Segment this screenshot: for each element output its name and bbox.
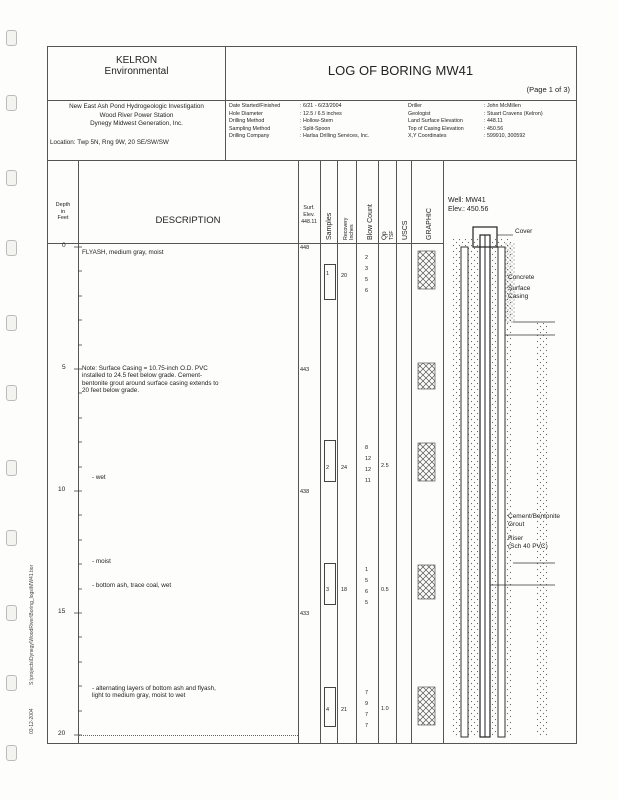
blow-count: 6 [365, 589, 369, 595]
label-drilling-method: Drilling Method [229, 118, 265, 124]
well-elev: Elev.: 450.56 [448, 205, 489, 213]
value-drilling-company: : Harlsa Drilling Services, Inc. [300, 133, 370, 139]
depth-header-line: in [60, 208, 66, 215]
sample-recovery: 21 [341, 707, 348, 713]
description-col-border [298, 160, 299, 743]
elev-header-line: Surf. [303, 205, 315, 211]
label-land-elev: Land Surface Elevation [408, 118, 463, 124]
sample-recovery: 24 [341, 465, 348, 471]
desc-note [82, 365, 219, 394]
drilling-labels [229, 103, 297, 141]
blow-count: 5 [365, 578, 369, 584]
log-title: LOG OF BORING MW41 [327, 63, 474, 78]
column-header-divider [48, 243, 443, 244]
elev-col-border [320, 160, 321, 743]
blow-count: 5 [365, 600, 369, 606]
sample-box [324, 440, 336, 482]
depth-tick-label: 10 [58, 486, 66, 493]
concrete-pad [535, 323, 547, 737]
surface-casing [461, 247, 468, 737]
rotated-column-headers [320, 160, 443, 243]
value-date: : 6/21 - 6/23/2004 [300, 103, 342, 109]
surface-casing [498, 247, 505, 737]
binder-hole [6, 315, 17, 331]
depth-tick-label: 15 [58, 608, 66, 615]
alternating-line: - alternating layers of bottom ash and flyash, [92, 685, 216, 692]
depth-tick-label: 20 [58, 730, 66, 737]
desc-moist: - moist [92, 558, 111, 565]
depth-tick-label: 0 [62, 242, 66, 249]
desc-flyash: FLYASH, medium gray, moist [82, 249, 164, 256]
company-name: KELRON [115, 55, 158, 66]
desc-bottom-ash: - bottom ash, trace coal, wet [92, 582, 172, 589]
note-line: installed to 24.5 feet below grade. Cement- [82, 372, 203, 380]
label-date: Date Started/Finished [229, 103, 281, 109]
header-divider [48, 100, 576, 101]
blow-count: 1 [365, 567, 369, 573]
label-casing-elev: Top of Casing Elevation [408, 125, 464, 132]
sample-number: 3 [326, 587, 330, 593]
value-sampling-method: : Split-Spoon [300, 125, 331, 132]
value-hole-diameter: : 12.5 / 6.5 inches [300, 110, 342, 117]
page-indicator: (Page 1 of 3) [526, 85, 570, 94]
riser-line: Riser [508, 535, 524, 542]
blow-count: 8 [365, 445, 369, 451]
drilling-values [300, 103, 400, 141]
sample-box [324, 563, 336, 605]
value-land-elev: : 448.11 [484, 118, 503, 124]
depth-scale-ticks [74, 243, 82, 739]
qp-header-line1: Qp [381, 231, 388, 240]
binder-hole [6, 95, 17, 111]
grout-line: Grout [508, 521, 525, 528]
graphic-header: GRAPHIC [426, 208, 433, 240]
label-driller: Driller [408, 103, 422, 109]
blow-counts [365, 688, 368, 732]
alternating-line: light to medium gray, moist to wet [92, 692, 186, 700]
flyash-hatch-block [418, 687, 435, 725]
blow-counts [365, 443, 371, 487]
flyash-hatch-block [418, 565, 435, 599]
sample-number: 1 [326, 271, 330, 277]
value-geologist: : Stuart Cravens (Kelron) [484, 110, 543, 117]
project-name: New East Ash Pond Hydrogeologic Investigation [69, 103, 204, 110]
flyash-hatch-block [418, 443, 435, 481]
samples-col-border [337, 160, 338, 743]
label-hole-diameter: Hole Diameter [229, 110, 263, 117]
surface-casing-line: Surface [508, 285, 531, 292]
sample-recovery: 18 [341, 587, 348, 593]
binder-hole [6, 240, 17, 256]
note-line: 20 feet below grade. [82, 386, 140, 394]
grout-line: Cement/Bentonite [508, 513, 561, 520]
boring-log-sheet [47, 46, 577, 744]
personnel-values [484, 103, 574, 141]
company-block [48, 55, 225, 77]
elev-tick-label: 448 [300, 245, 310, 251]
label-drilling-company: Drilling Company [229, 133, 270, 139]
label-concrete: Concrete [508, 274, 535, 281]
blow-count: 11 [365, 478, 371, 484]
elev-header-line: 448.11 [301, 218, 317, 225]
well-header [448, 197, 488, 214]
label-geologist: Geologist [408, 110, 431, 117]
desc-alternating [92, 685, 216, 700]
recovery-col-border [356, 160, 357, 743]
sample-number: 4 [326, 707, 330, 713]
blow-counts [365, 253, 368, 297]
label-sampling-method: Sampling Method [229, 125, 271, 132]
flyash-hatch-block [418, 251, 435, 289]
depth-header-line: Depth [55, 202, 71, 208]
binder-hole [6, 675, 17, 691]
binder-hole [6, 745, 17, 761]
qp-value: 0.5 [381, 587, 389, 593]
qp-header-line2: TSF [389, 230, 395, 240]
project-block [48, 103, 225, 129]
label-grout [508, 513, 560, 529]
qp-col-border [396, 160, 397, 743]
blow-counts [365, 565, 368, 609]
sample-number: 2 [326, 465, 330, 471]
value-coordinates: : 599910, 300592 [484, 133, 526, 139]
company-subname: Environmental [104, 66, 169, 77]
blow-count: 7 [365, 712, 369, 718]
recovery-header-line1: Recovery [343, 217, 349, 240]
riser-line: (Sch 40 PVC) [508, 543, 548, 550]
well-name: Well: MW41 [448, 197, 486, 204]
project-site: Wood River Power Station [99, 111, 174, 119]
elev-tick-label: 438 [300, 489, 310, 495]
project-client: Dynegy Midwest Generation, Inc. [90, 120, 183, 127]
value-casing-elev: : 450.56 [484, 125, 504, 132]
binder-hole [6, 460, 17, 476]
depth-header [48, 202, 78, 222]
binder-hole [6, 30, 17, 46]
blowcount-header: Blow Count [367, 204, 374, 240]
note-line: bentonite grout around surface casing extends to [82, 379, 219, 387]
description-header: DESCRIPTION [155, 215, 221, 226]
elev-tick-label: 433 [300, 611, 310, 617]
blow-count: 5 [365, 277, 369, 283]
project-location: Location: Twp 5N, Rng 9W, 20 SE/SW/SW [50, 139, 169, 146]
surface-casing-line: Casing [508, 293, 529, 300]
lithology-graphic [411, 243, 443, 743]
label-surface-casing [508, 285, 530, 301]
recovery-header-line2: Inches [349, 224, 355, 240]
blow-count: 12 [365, 467, 372, 473]
note-line: Note: Surface Casing = 10.75-inch O.D. PVC [82, 365, 208, 372]
qp-value: 1.0 [381, 706, 389, 712]
elev-header-line: Elev. [303, 211, 315, 218]
binder-holes [6, 20, 18, 780]
header-bottom-divider [48, 160, 576, 161]
label-coordinates: X,Y Coordinates [408, 133, 447, 139]
qp-value: 2.5 [381, 463, 389, 469]
blow-count: 6 [365, 288, 369, 294]
blowcount-col-border [378, 160, 379, 743]
uscs-header: USCS [402, 220, 409, 240]
depth-tick-label: 5 [62, 364, 66, 371]
bottom-dotted-line [78, 735, 298, 736]
label-riser [508, 535, 548, 551]
binder-hole [6, 530, 17, 546]
depth-header-line: Feet [57, 215, 69, 221]
label-cover: Cover [515, 228, 533, 235]
sample-box [324, 264, 336, 300]
concrete [505, 243, 515, 323]
sample-recovery: 20 [341, 273, 348, 279]
flyash-hatch-block [418, 363, 435, 389]
binder-hole [6, 605, 17, 621]
samples-header: Samples [326, 212, 333, 240]
blow-count: 7 [365, 690, 369, 696]
blow-count: 3 [365, 266, 369, 272]
elev-header [298, 205, 320, 225]
value-driller: : John McMillen [484, 103, 521, 109]
blow-count: 12 [365, 456, 372, 462]
blow-count: 9 [365, 701, 369, 707]
desc-wet: - wet [92, 474, 106, 481]
binder-hole [6, 170, 17, 186]
elev-tick-label: 443 [300, 367, 310, 373]
print-date: 03-12-2004 [29, 708, 35, 734]
blow-count: 7 [365, 723, 369, 729]
binder-hole [6, 385, 17, 401]
blow-count: 2 [365, 255, 369, 261]
file-path: S:\projects\Dynegy\WoodRiver\Boring_logs\MW41.bor [29, 564, 35, 685]
value-drilling-method: : Hollow-Stem [300, 118, 333, 124]
